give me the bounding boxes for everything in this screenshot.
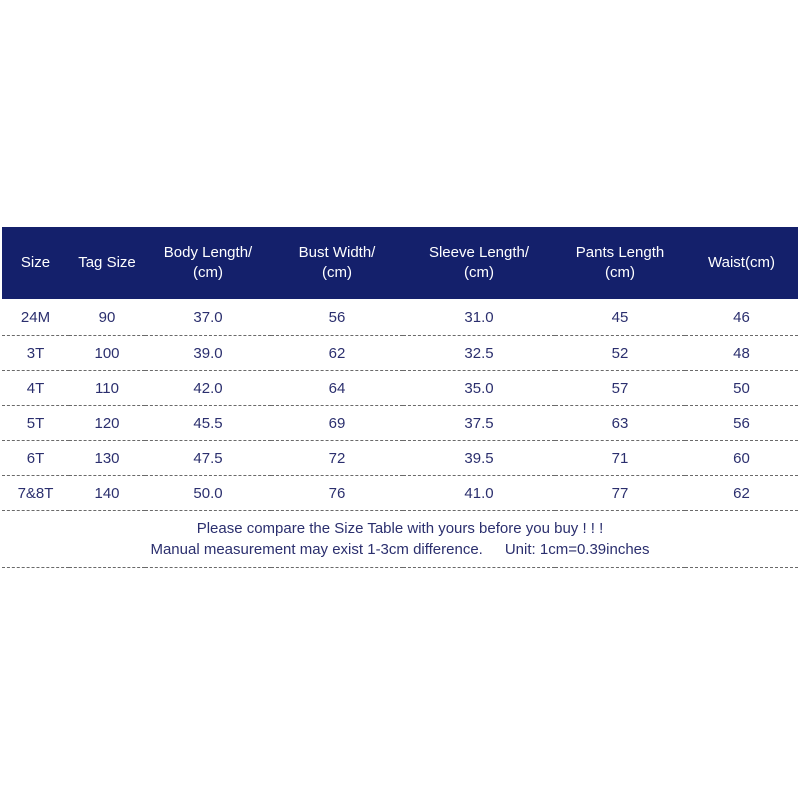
note-cell: [2, 511, 798, 568]
table-cell: 140: [69, 476, 145, 511]
table-cell: 3T: [2, 336, 69, 371]
note-row: [2, 511, 798, 568]
header-size: Size: [20, 254, 51, 271]
note-compare-text: Please compare the Size Table with yours before you buy ! ! !: [196, 520, 604, 537]
table-cell: 41.0: [403, 476, 555, 511]
table-cell: 62: [271, 336, 403, 371]
table-cell: 39.0: [145, 336, 271, 371]
table-cell: 90: [69, 299, 145, 336]
table-cell: 57: [555, 371, 685, 406]
table-cell: 4T: [2, 371, 69, 406]
table-row: [2, 299, 798, 336]
table-cell: 47.5: [145, 441, 271, 476]
header-body-length: Body Length/ (cm): [163, 244, 253, 281]
table-cell: 71: [555, 441, 685, 476]
table-row: [2, 441, 798, 476]
header-bust-width: Bust Width/ (cm): [298, 244, 376, 281]
table-row: [2, 476, 798, 511]
table-cell: 7&8T: [2, 476, 69, 511]
table-cell: 72: [271, 441, 403, 476]
table-header: [2, 227, 798, 299]
table-cell: 45.5: [145, 406, 271, 441]
table-row: [2, 371, 798, 406]
table-cell: 56: [271, 299, 403, 336]
header-sleeve-length: Sleeve Length/ (cm): [428, 244, 530, 281]
size-table: [2, 227, 798, 568]
table-cell: 32.5: [403, 336, 555, 371]
table-cell: 69: [271, 406, 403, 441]
header-waist: Waist(cm): [708, 254, 775, 271]
table-cell: 48: [685, 336, 798, 371]
table-cell: 45: [555, 299, 685, 336]
table-cell: 60: [685, 441, 798, 476]
table-cell: 50.0: [145, 476, 271, 511]
table-cell: 52: [555, 336, 685, 371]
header-tag-size: Tag Size: [78, 254, 136, 271]
table-cell: 37.5: [403, 406, 555, 441]
header-pants-length: Pants Length (cm): [575, 244, 665, 281]
table-cell: 62: [685, 476, 798, 511]
table-row: [2, 336, 798, 371]
table-cell: 35.0: [403, 371, 555, 406]
table-cell: 56: [685, 406, 798, 441]
table-cell: 110: [69, 371, 145, 406]
table-cell: 130: [69, 441, 145, 476]
table-cell: 5T: [2, 406, 69, 441]
table-row: [2, 406, 798, 441]
table-cell: 39.5: [403, 441, 555, 476]
table-cell: 24M: [2, 299, 69, 336]
table-cell: 31.0: [403, 299, 555, 336]
table-cell: 100: [69, 336, 145, 371]
table-cell: 64: [271, 371, 403, 406]
table-cell: 37.0: [145, 299, 271, 336]
table-cell: 63: [555, 406, 685, 441]
table-cell: 6T: [2, 441, 69, 476]
table-body: [2, 299, 798, 568]
table-cell: 46: [685, 299, 798, 336]
table-cell: 42.0: [145, 371, 271, 406]
table-cell: 76: [271, 476, 403, 511]
note-measurement-line: [2, 539, 798, 560]
table-cell: 120: [69, 406, 145, 441]
note-difference-text: Manual measurement may exist 1-3cm difference.: [150, 541, 483, 558]
table-cell: 77: [555, 476, 685, 511]
note-unit-text: Unit: 1cm=0.39inches: [504, 541, 650, 558]
table-cell: 50: [685, 371, 798, 406]
header-row: [2, 227, 798, 299]
